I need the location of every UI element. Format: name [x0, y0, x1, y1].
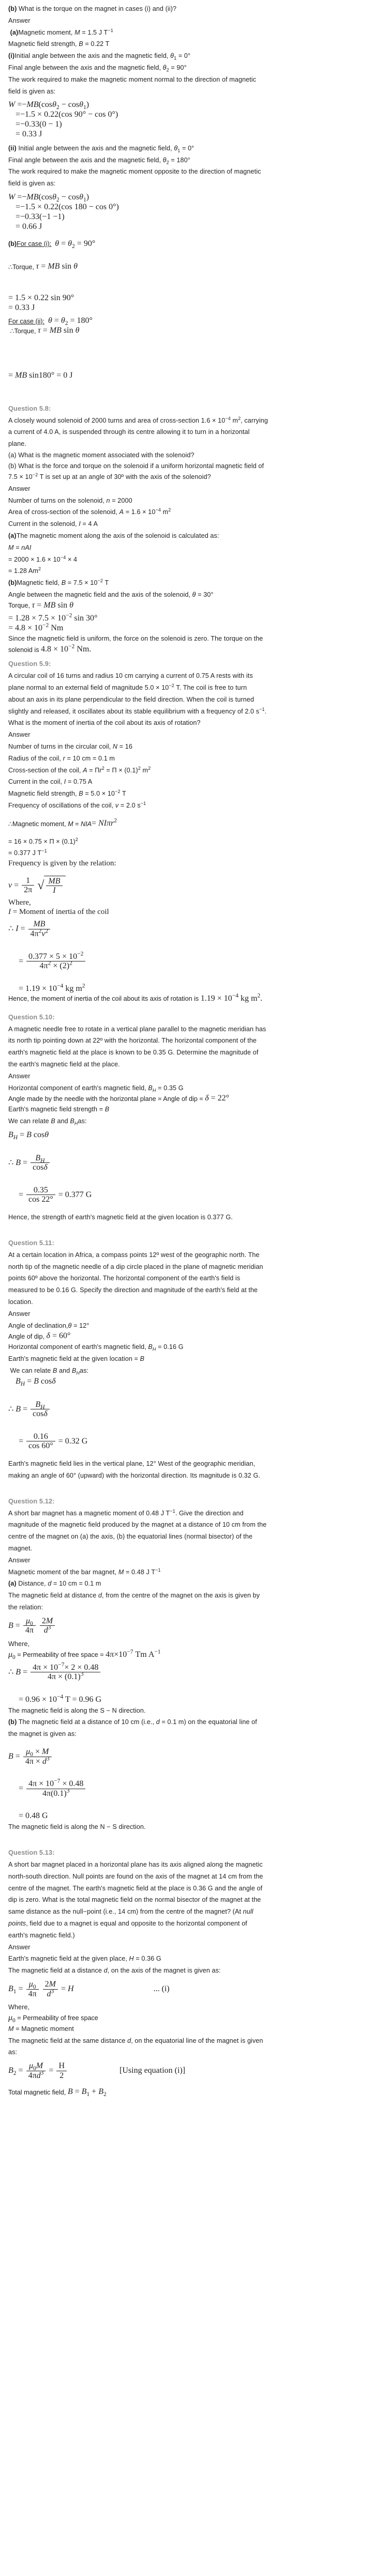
q513-answer-label: Answer: [8, 1943, 31, 1951]
q58-torque-step2: = $4.8 \times 10^{-2}$ Nm: [8, 622, 64, 632]
equation-torque-ii-result: = MB sin180° = 0 J: [8, 370, 73, 380]
q513-using-equation-note: [Using equation (i)]: [119, 2066, 186, 2075]
q513-text-3: centre of the magnet. The earth's magnetic field at the place is 0.36 G and the angle of: [8, 1884, 263, 1892]
fraction-BH-over-cosdelta: [31, 1154, 50, 1172]
q58-text-1: A closely wound solenoid of 2000 turns and area of cross-section $1.6 \times 10^{-4}$ $m^2$, carrying: [8, 415, 268, 424]
q57b-work-text-ii-1: The work required to make the magnetic moment opposite to the direction of magnetic: [8, 168, 261, 176]
q512-eq-num: $\mu_0 \times M$: [26, 1747, 49, 1758]
q512-equation-B-result: = $0.96 \times 10^{-4}$ T = 0.96 G: [19, 1694, 102, 1704]
q512-a-text-1: The magnetic field at distance d, from the centre of the magnet on the axis is given by: [8, 1592, 260, 1600]
q510-equation-B-values: = $\frac{0.35}{\cos 22^\circ}$ = 0.377 G: [19, 1185, 92, 1204]
q511-equation-B-values: = $\frac{0.16}{\cos 60^\circ}$ = 0.32 G: [19, 1432, 88, 1451]
q510-val-num: 0.35: [33, 1185, 48, 1194]
q512-text-4: magnet.: [8, 1544, 33, 1552]
q57b-case-ii-torque-head: [8, 316, 381, 326]
q510-dip-row: [8, 1094, 381, 1104]
q513-mu-text: = Permeability of free space: [17, 2014, 98, 2022]
q512-where-label: Where,: [8, 1640, 30, 1648]
q59-text-4: slightly and released, it oscillates about its stable equilibrium with a frequency of 2.0 $s^{-1}$.: [8, 706, 267, 715]
q511-text-3: points 60º above the horizontal. The horizontal component of the earth's field is: [8, 1275, 241, 1282]
question-5-9-heading: Question 5.9:: [8, 660, 51, 668]
q59-field: Magnetic field strength, $B = 5.0 \times 10^{-2}$ T: [8, 788, 126, 798]
fraction-mu0M-4pid3-513: [26, 2061, 46, 2080]
equation-work-ii-step2: =−0.33(−1 −1): [16, 212, 65, 221]
label-b: (b): [8, 240, 17, 247]
fraction-2M-d3-513: [43, 1980, 58, 1998]
q512-eq-den: $4\pi \times d^3$: [23, 1757, 52, 1766]
q510-text-4: the earth's magnetic field at the place.: [8, 1060, 120, 1068]
q58-text-3: plane.: [8, 440, 26, 448]
q512-equation-B-axis: B = $\frac{\mu_0}{4\pi}$ $\frac{2M}{d^3}$: [8, 1617, 381, 1635]
q57b-a-moment: Magnetic moment, M = 1.5 J $T^{-1}$: [18, 27, 113, 36]
q512-mu-den: 4π: [23, 1625, 36, 1635]
q511-B-num: $B_H$: [35, 1400, 45, 1410]
fraction-mu0M-over-4pid3: [23, 1747, 52, 1766]
q513-axis-text: The magnetic field at a distance d, on the axis of the magnet is given as:: [8, 1967, 221, 1975]
q512-a-conclusion: The magnetic field is along the S − N direction.: [8, 1706, 146, 1714]
torque-label-i: ∴Torque,: [8, 263, 35, 271]
q513-total-label: Total magnetic field,: [8, 2088, 66, 2096]
q512-text-2: magnitude of the magnetic field produced by the magnet at a distance of 10 cm from the: [8, 1521, 267, 1529]
q510-val-den: cos 22°: [26, 1194, 55, 1204]
q511-conclusion-2: making an angle of 60° (upward) with the horizontal direction. Its magnitude is 0.32 G.: [8, 1471, 260, 1479]
q511-equation-BH: $B_H = B$ cosδ: [16, 1376, 56, 1387]
sqrt-mb-over-i: √ $\frac{MB}{I}$: [37, 876, 65, 895]
q59-text-2: plane normal to an external field of magnitude $5.0 \times 10^{-2}$ T. The coil is free to turn: [8, 682, 247, 691]
q59-equation-I-result: = $1.19 \times 10^{-4}$ kg $m^2$: [19, 983, 85, 993]
q512-a-text-2: the relation:: [8, 1603, 43, 1611]
q513-mu-num: $\mu_0$: [28, 1980, 36, 1991]
fraction-B-axis-numeric: [31, 1663, 100, 1682]
q512-calc-den: $4\pi \times (0.1)^3$: [31, 1672, 100, 1682]
q513-where-label: Where,: [8, 2004, 30, 2011]
q513-2M-den: $d^3$: [43, 1989, 58, 1999]
q59-moment-row: [8, 819, 381, 829]
case-i-label: For case (i):: [17, 240, 52, 247]
q57b-work-text-i-1: The work required to make the magnetic moment normal to the direction of magnetic: [8, 75, 257, 83]
fraction-mu0-4pi-513: [26, 1980, 39, 1998]
q513-text-5: same distance as the null−point (i.e., 14 cm) from the centre of the magnet? (At null: [8, 1908, 253, 1916]
q58-eq-m-step1: = $2000 \times 1.6 \times 10^{-4} \times 4$: [8, 554, 78, 563]
q512-equation-B-eq-calc: = $\frac{4\pi \times 10^{-7} \times 0.48}{4\pi(0.1)^3}$: [8, 1779, 381, 1798]
q513-text-7: earth's magnetic field.): [8, 1931, 75, 1939]
q57b-question-rest: What is the torque on the magnet in cases (i) and (ii)?: [19, 5, 177, 12]
q57b-case-i-torque-head: [8, 239, 381, 249]
question-5-8-heading: Question 5.8:: [8, 404, 51, 412]
q512-calc-num: $4\pi \times 10^{-7}\times 2 \times 0.48$: [33, 1662, 99, 1672]
torque-label-ii: ∴Torque,: [10, 327, 36, 335]
points-italic: points: [8, 1920, 26, 1928]
q513-mu-symbol: $\mu_0$: [8, 2013, 16, 2024]
q512-2M-den: $d^3$: [40, 1625, 55, 1635]
equation-work-i-step1: =−1.5 × 0.22(cos 90° − cos 0°): [16, 110, 118, 119]
q58-eq-m-step2: = 1.28 Am$^2$: [8, 566, 41, 575]
q511-B-den: cosδ: [31, 1409, 50, 1419]
q58-concl-value: $4.8 \times 10^{-2}$ Nm.: [41, 643, 92, 654]
q513-text-2: north-south direction. Null points are found on the axis of the magnet at 14 cm from the: [8, 1872, 263, 1880]
q58-torque-step1: = $1.28 \times 7.5 \times 10^{-2}$ sin 30°: [8, 612, 98, 623]
q513-text-4: dip is zero. What is the total magnetic field on the normal bisector of the magnet at the: [8, 1896, 261, 1904]
question-5-13-heading: Question 5.13:: [8, 1849, 55, 1857]
q59-eq-m-step1: = $16 \times 0.75 \times \Pi \times (0.1)^2$: [8, 836, 78, 845]
q59-where-label: Where,: [8, 898, 31, 907]
q510-text-2: its north tip pointing down at 22º with the horizontal. The horizontal component of the: [8, 1037, 257, 1045]
q59-equation-I-values: = $\frac{0.377 \times 5 \times 10^{-2}}{4\pi^2 \times (2)^2}$: [8, 952, 381, 971]
q58-concl-2: solenoid is: [8, 646, 39, 654]
equation-work-i-step2: =−0.33(0 − 1): [16, 120, 62, 129]
q511-text-2: north tip of the magnetic needle of a dip circle placed in the plane of magnetic meridian: [8, 1263, 263, 1270]
q511-horizontal-component: Horizontal component of earth's magnetic field, $B_H = 0.16$ G: [8, 1343, 184, 1352]
q57b-case-i-initial: (i)Initial angle between the axis and the magnetic field, $\theta_1 = 0^\circ$: [8, 52, 191, 61]
q57b-case-ii-initial: (ii) Initial angle between the axis and the magnetic field, $\theta_1 = 0^\circ$: [8, 144, 194, 153]
q59-cross: Cross-section of the coil, $A = \Pi r^2 = \Pi \times (0.1)^2$ $m^2$: [8, 765, 151, 774]
equation-work-general-ii: W =−MB(cosθ$_2$ − cosθ$_1$): [8, 193, 89, 204]
q511-dip-value: δ = 60°: [46, 1331, 71, 1341]
q-5-7-b-prefix: (b): [8, 5, 17, 12]
nu-frac-num: 1: [26, 876, 31, 885]
q511-answer-label: Answer: [8, 1310, 31, 1317]
q57b-torque-i-row: [8, 262, 381, 272]
fraction-MB-over-4pi2v2: [28, 920, 51, 938]
q59-conclusion-text: Hence, the moment of inertia of the coil about its axis of rotation is: [8, 995, 199, 1003]
question-5-12-heading: Question 5.12:: [8, 1497, 55, 1505]
case-i-theta: $\theta = \theta_2 = 90^\circ$: [55, 239, 96, 250]
q512-text-3: centre of the magnet on (a) the axis, (b) the equatorial lines (normal bisector) of the: [8, 1533, 253, 1541]
q511-val-den: cos 60°: [26, 1441, 55, 1451]
q59-text-3: about an axis in its plane perpendicular to the field direction. When the coil is turned: [8, 695, 255, 703]
q512-mu-text: = Permeability of free space =: [17, 1651, 104, 1659]
q513-h-value: Earth's magnetic field at the given place, H = 0.36 G: [8, 1955, 161, 1963]
q513-text-6: points, field due to a magnet is equal and opposite to the horizontal component of: [8, 1920, 247, 1928]
fraction-one-over-2pi: [22, 876, 34, 895]
q512-eqcalc-num: $4\pi \times 10^{-7} \times 0.48$: [28, 1778, 84, 1789]
q513-m-definition: M = Magnetic moment: [8, 2025, 74, 2032]
q58-concl-1: Since the magnetic field is uniform, the force on the solenoid is zero. The torque on the: [8, 635, 263, 643]
q510-val-result: = 0.377 G: [58, 1190, 92, 1199]
q513-H-den: 2: [56, 2071, 67, 2081]
q58-a-text: (a)The magnetic moment along the axis of the solenoid is calculated as:: [8, 532, 219, 540]
q510-conclusion: Hence, the strength of earth's magnetic field at the given location is 0.377 G.: [8, 1214, 233, 1221]
q510-dip-text: Angle made by the needle with the horizontal plane = Angle of dip =: [8, 1095, 203, 1103]
q510-B-den: cosδ: [31, 1162, 50, 1172]
q512-b-text-2: the magnet is given as:: [8, 1730, 77, 1738]
label-b-512: (b): [8, 1718, 17, 1726]
q59-moment-label: ∴Magnetic moment, M = NIA: [8, 820, 92, 828]
question-5-7-b-text: [8, 3, 381, 15]
label-a: (a): [10, 28, 19, 36]
equation-torque-i-step2: = 0.33 J: [8, 303, 35, 313]
equation-work-ii-step1: =−1.5 × 0.22(cos 180 − cos 0°): [16, 202, 119, 211]
q511-conclusion-1: Earth's magnetic field lies in the vertical plane, 12° West of the geographic meridian,: [8, 1460, 256, 1467]
q59-current: Current in the coil, I = 0.75 A: [8, 778, 93, 786]
q58-area: Area of cross-section of the solenoid, $A = 1.6 \times 10^{-4}$ $m^2$: [8, 507, 171, 516]
equation-work-i-step3: = 0.33 J: [16, 130, 42, 138]
case-ii-label: For case (ii):: [8, 317, 44, 325]
q510-strength: Earth's magnetic field strength = B: [8, 1106, 110, 1113]
q58-b-field: (b)Magnetic field, $B = 7.5 \times 10^{-2}$ T: [8, 578, 109, 587]
q59-answer-label: Answer: [8, 731, 31, 739]
q513-b2-num: $\mu_0M$: [28, 2061, 43, 2072]
q513-equation-B2: $B_2$ = $\frac{\mu_0M}{4\pi d^3}$ = $\frac{H}{2}$ [Using equation (i)]: [8, 2061, 186, 2080]
q58-torque-label: Torque,: [8, 602, 31, 610]
q513-equation-B1: $B_1$ = $\frac{\mu_0}{4\pi}$ $\frac{2M}{d^3}$ = H ... (i): [8, 1980, 170, 1998]
q59-conclusion-value: $1.19 \times 10^{-4}$ kg $m^2$.: [200, 992, 263, 1003]
q59-conclusion-row: [8, 994, 381, 1004]
q510-B-num: $B_H$: [35, 1153, 45, 1164]
q512-text-1: A short bar magnet has a magnetic moment of 0.48 J $T^{-1}$. Give the direction and: [8, 1508, 244, 1517]
q58-angle: Angle between the magnetic field and the axis of the solenoid, θ = 30°: [8, 591, 214, 599]
q511-field-location: Earth's magnetic field at the given location = B: [8, 1355, 145, 1363]
q59-frequency: Frequency of oscillations of the coil, v = 2.0 $s^{-1}$: [8, 800, 146, 809]
case-ii-theta: $\theta = \theta_2 = 180^\circ$: [48, 316, 93, 327]
q512-2M-num: 2M: [41, 1616, 53, 1625]
q58-eq-m: M = nAI: [8, 544, 32, 551]
equation-work-general-i: W =−MB(cosθ$_2$ − cosθ$_1$): [8, 100, 89, 111]
I-frac-num: MB: [33, 920, 46, 929]
q58-part-b-1: (b) What is the force and torque on the solenoid if a uniform horizontal magnetic field of: [8, 462, 264, 470]
q513-eq-text-1: The magnetic field at the same distance d, on the equatorial line of the magnet is given: [8, 2037, 263, 2044]
q511-val-num: 0.16: [33, 1432, 48, 1441]
q58-concl-2-row: [8, 645, 381, 655]
q58-torque-row: [8, 601, 381, 611]
label-a-58: (a): [8, 532, 17, 540]
q510-horizontal-component: Horizontal component of earth's magnetic field, $B_H = 0.35$ G: [8, 1084, 184, 1093]
I-val-den: $4\pi^2 \times (2)^2$: [26, 961, 85, 971]
q510-equation-BH: $B_H = B$ cosθ: [8, 1130, 49, 1141]
q512-equation-B-equatorial: B = $\frac{\mu_0 \times M}{4\pi \times d^3}$: [8, 1747, 381, 1766]
label-i: (i): [8, 52, 15, 60]
q58-part-a: (a) What is the magnetic moment associated with the solenoid?: [8, 452, 194, 459]
q58-current: Current in the solenoid, I = 4 A: [8, 520, 98, 528]
q59-radius: Radius of the coil, r = 10 cm = 0.1 m: [8, 754, 115, 762]
q57b-a-line: [8, 27, 381, 39]
equation-number-i: ... (i): [153, 1984, 170, 1993]
q511-dip-label: Angle of dip,: [8, 1332, 45, 1340]
q513-b2-den: $4\pi d^3$: [26, 2071, 46, 2081]
q57b-torque-ii-row: [8, 326, 381, 336]
q512-moment: Magnetic moment of the bar magnet, M = 0.48 J $T^{-1}$: [8, 1567, 161, 1576]
q513-total-equation: $B = B_1 + B_2$: [67, 2087, 107, 2098]
q512-a-distance: (a) Distance, d = 10 cm = 0.1 m: [8, 1580, 101, 1588]
fraction-016-cos60: [26, 1432, 55, 1451]
q511-val-result: = 0.32 G: [58, 1436, 88, 1446]
fraction-mu0-over-4pi: [23, 1617, 36, 1635]
q59-eq-m-step2: = 0.377 J $T^{-1}$: [8, 848, 47, 857]
q513-2M-num: 2M: [44, 1980, 56, 1989]
q513-mu-den: 4π: [26, 1989, 39, 1999]
I-frac-den: $4\pi^2v^2$: [28, 929, 51, 939]
q510-answer-label: Answer: [8, 1072, 31, 1080]
question-5-10-heading: Question 5.10:: [8, 1013, 55, 1021]
q59-turns: Number of turns in the circular coil, N = 16: [8, 742, 132, 750]
label-a-512: (a): [8, 1580, 17, 1588]
q512-answer-label: Answer: [8, 1556, 31, 1564]
I-val-num: $0.377 \times 5 \times 10^{-2}$: [28, 951, 84, 961]
fraction-H-over-2: [56, 2061, 67, 2080]
null-italic: null: [243, 1908, 253, 1916]
q512-b-text-1: (b) The magnetic field at a distance of 10 cm (i.e., d = 0.1 m) on the equatorial line of: [8, 1718, 257, 1726]
answer-label-57b: Answer: [8, 17, 31, 24]
q513-total-row: [8, 2087, 381, 2097]
q511-declination: Angle of declination,θ = 12°: [8, 1322, 89, 1329]
fraction-B-eq-numeric: [26, 1779, 85, 1798]
q510-text-1: A magnetic needle free to rotate in a vertical plane parallel to the magnetic meridian has: [8, 1025, 266, 1033]
q58-text-2: a current of 4.0 A, is suspended through its centre allowing it to turn in a horizontal: [8, 428, 250, 436]
q57b-case-i-final: Final angle between the axis and the magnetic field, $\theta_2 = 90^\circ$: [8, 64, 187, 73]
q57b-case-ii-final: Final angle between the axis and the magnetic field, $\theta_2 = 180^\circ$: [8, 156, 190, 165]
q58-turns: Number of turns on the solenoid, n = 2000: [8, 496, 132, 504]
q57b-field-strength: Magnetic field strength, B = 0.22 T: [8, 40, 110, 48]
q59-equation-I: ∴ I = $\frac{MB}{4\pi^2v^2}$: [8, 920, 381, 938]
q511-text-5: location.: [8, 1298, 33, 1306]
q512-mu-num: $\mu_0$: [25, 1616, 33, 1627]
q511-relate: We can relate B and $B_Has$:: [8, 1367, 89, 1376]
q59-equation-nu: v = $\frac{1}{2\pi}$ √ $\frac{MB}{I}$: [8, 876, 381, 895]
equation-work-ii-step3: = 0.66 J: [16, 222, 42, 231]
q58-equation-torque: τ = MB sin θ: [32, 600, 73, 610]
q513-text-1: A short bar magnet placed in a horizontal plane has its axis aligned along the magnetic: [8, 1861, 263, 1869]
label-b-58: (b): [8, 579, 17, 587]
q59-moment-equation: = NIπr$^2$: [91, 817, 117, 828]
q59-i-definition: I = Moment of inertia of the coil: [8, 907, 109, 916]
q512-b-conclusion: The magnetic field is along the N − S direction.: [8, 1823, 146, 1831]
q511-text-1: At a certain location in Africa, a compass points 12º west of the geographic north. The: [8, 1251, 260, 1259]
q512-eqcalc-den: $4\pi(0.1)^3$: [26, 1789, 85, 1798]
q512-equation-B-eq-result: = 0.48 G: [19, 1811, 48, 1821]
q512-mu-row: [8, 1650, 381, 1660]
q512-mu-symbol: $\mu_0$: [8, 1650, 16, 1661]
q513-mu-row: [8, 2013, 381, 2023]
q512-equation-B-calc: ∴ B = $\frac{4\pi \times 10^{-7}\times 2 \times 0.48}{4\pi \times (0.1)^3}$: [8, 1663, 381, 1682]
q57b-work-text-ii-2: field is given as:: [8, 180, 56, 188]
q512-mu-value: $4\pi\times 10^{-7}$ Tm $A^{-1}$: [106, 1649, 161, 1659]
question-5-11-heading: Question 5.11:: [8, 1238, 54, 1247]
q511-text-4: measured to be 0.16 G. Specify the direction and magnitude of the earth's field at the: [8, 1286, 258, 1294]
q58-answer-label: Answer: [8, 485, 31, 492]
nu-frac-den: 2π: [22, 885, 34, 895]
fraction-I-numeric: [26, 952, 85, 971]
fraction-035-cos22: [26, 1186, 55, 1204]
q59-frequency-relation-text: Frequency is given by the relation:: [8, 859, 116, 868]
q513-H-num: H: [58, 2061, 65, 2071]
q510-equation-B: ∴ B = $\frac{B_H}{\cos\delta}$: [8, 1154, 381, 1172]
equation-torque-i: τ = MB sin θ: [36, 262, 78, 271]
q511-equation-B: ∴ B = $\frac{B_H}{\cos\delta}$: [8, 1400, 381, 1419]
fraction-2M-over-d3: [40, 1617, 55, 1635]
q59-text-1: A circular coil of 16 turns and radius 10 cm carrying a current of 0.75 A rests with its: [8, 672, 253, 680]
q513-eq-text-2: as:: [8, 2049, 18, 2056]
q59-text-5: What is the moment of inertia of the coil about its axis of rotation?: [8, 719, 201, 727]
q57b-work-text-i-2: field is given as:: [8, 87, 56, 95]
q510-text-3: earth's magnetic field at the place is known to be 0.35 G. Determine the magnitude of: [8, 1049, 259, 1057]
label-ii: (ii): [8, 144, 17, 152]
q511-dip-row: [8, 1331, 381, 1341]
q58-part-b-2: $7.5 \times 10^{-2}$ T is set up at an angle of 30º with the axis of the solenoid?: [8, 472, 211, 481]
equation-torque-i-step1: = 1.5 × 0.22 sin 90°: [8, 293, 74, 303]
equation-torque-ii: τ = MB sin θ: [38, 325, 80, 335]
q510-dip-value: δ = 22°: [205, 1094, 230, 1103]
q510-relate: We can relate B and $B_Has$:: [8, 1118, 87, 1126]
fraction-BH-over-cosdelta-511: [31, 1400, 50, 1419]
